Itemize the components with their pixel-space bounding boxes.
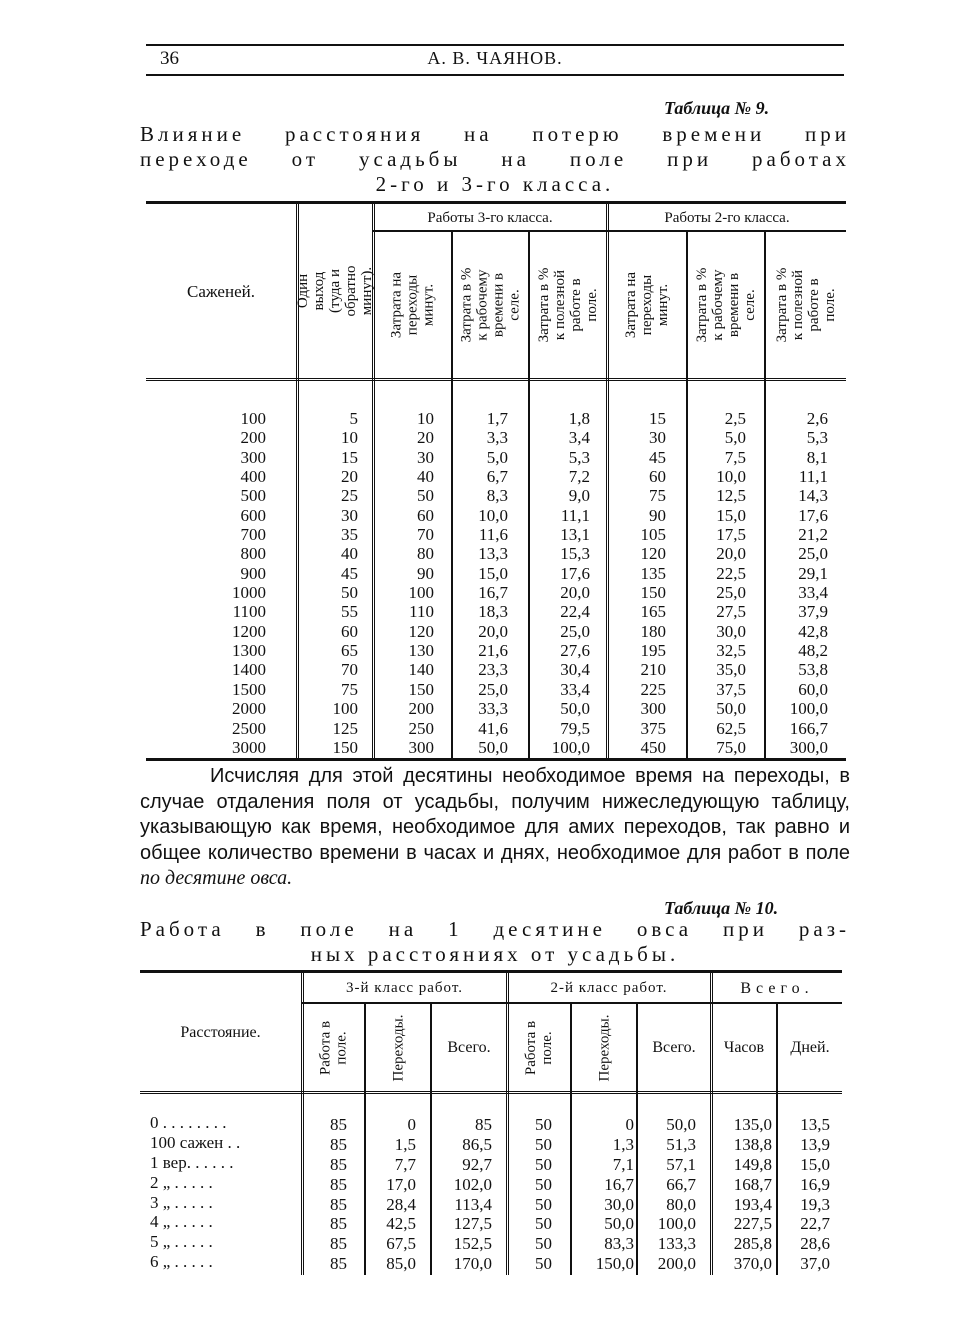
table10-cell: 50	[535, 1214, 552, 1234]
table10-cell: 113,4	[454, 1194, 492, 1214]
table10-cell: 86,5	[462, 1134, 492, 1154]
table9-cell: 6,7	[486, 467, 508, 487]
table9-cell: 33,4	[798, 583, 828, 603]
table9-cell: 8,1	[806, 447, 828, 467]
table9-column-6	[608, 409, 666, 757]
table10-cell: 50	[535, 1115, 552, 1134]
table9-cell: 120	[640, 544, 666, 564]
table10-cell: 85	[330, 1194, 347, 1214]
table10-cell: 1,3	[612, 1134, 634, 1154]
table9-cell: 20,0	[716, 544, 746, 564]
table9-cell: 45	[341, 563, 358, 583]
table9-cell: 25	[341, 486, 358, 506]
table9-cell: 35	[341, 525, 358, 545]
table10-title-line-2: ных расстояниях от усадьбы.	[310, 942, 680, 966]
header-3-minutes: Затрата на переходы минут.	[388, 271, 437, 339]
table9-cell: 30,4	[560, 660, 590, 680]
table10-cell: 51,3	[666, 1134, 696, 1154]
header-3-all: Всего.	[447, 1039, 491, 1056]
table9-cell: 210	[640, 660, 666, 680]
header-2-pct-village: Затрата в % к рабочему времени в селе.	[694, 267, 758, 343]
table10-cell: 50	[535, 1154, 552, 1174]
table9-cell: 30	[341, 505, 358, 525]
table10-cell: 150,0	[595, 1254, 634, 1274]
table9-cell: 5,3	[568, 447, 590, 467]
table9-cell: 5	[349, 409, 358, 428]
table9-cell: 30	[417, 447, 434, 467]
table10-cell: 0	[407, 1115, 416, 1134]
table9-cell: 3,4	[568, 428, 590, 448]
table9-cell: 75	[341, 679, 358, 699]
table9-cell: 10	[341, 428, 358, 448]
table10-column-7	[712, 1115, 772, 1274]
header-3-pct-field: Затрата в % к полезной работе в поле.	[536, 267, 600, 343]
table9-cell: 90	[417, 563, 434, 583]
table9-cell: 125	[332, 718, 358, 738]
table9-cell: 900	[240, 563, 266, 583]
table10-distance-label: 0 . . . . . . . .	[150, 1113, 227, 1132]
table9-cell: 45	[649, 447, 666, 467]
table9-cell: 10,0	[478, 505, 508, 525]
header-distance: Расстояние.	[180, 1023, 261, 1041]
table10-cell: 170,0	[453, 1254, 492, 1274]
header-group-3: Работы 3-го класса.	[427, 209, 553, 226]
table10-cell: 85,0	[386, 1254, 416, 1274]
table9-cell: 100,0	[789, 699, 828, 719]
table9-cell: 2,6	[806, 409, 828, 428]
table9-cell: 8,3	[486, 486, 508, 506]
table9-cell: 25,0	[798, 544, 828, 564]
table9-cell: 21,6	[478, 641, 508, 661]
table9-cell: 11,6	[478, 525, 508, 545]
table9-cell: 7,5	[724, 447, 746, 467]
table9-cell: 700	[240, 525, 266, 545]
table9-cell: 15	[649, 409, 666, 428]
table9-cell: 14,3	[798, 486, 828, 506]
table9-title-line-3: 2-го и 3-го класса.	[375, 172, 615, 196]
table10-distance-label: 3 „ . . . . .	[150, 1192, 213, 1212]
table9-title-line-2: переходе от усадьбы на поле при работах	[140, 147, 850, 171]
table10-cell: 92,7	[462, 1154, 492, 1174]
table9-cell: 20,0	[560, 583, 590, 603]
table9-cell: 5,0	[486, 447, 508, 467]
table10-cell: 193,4	[733, 1194, 772, 1214]
table9-cell: 100	[240, 409, 266, 428]
paragraph-text: Исчисляя для этой десятины необходимое время на переходы, в случае отдаления поля от усадьбы, получим нижеследующую таблицу, указывающую как время, необходимое для амих переходов, так равно и общее количество времени в часах и днях, необходимое для работ в поле	[140, 765, 850, 864]
table10-cell: 67,5	[386, 1234, 416, 1254]
table9-cell: 120	[408, 621, 434, 641]
table10-cell: 50,0	[604, 1214, 634, 1234]
paragraph-emphasis: по десятине овса.	[140, 867, 293, 889]
table9-cell: 70	[417, 525, 434, 545]
table9-cell: 27,6	[560, 641, 590, 661]
table10-cell: 17,0	[386, 1174, 416, 1194]
table9-cell: 300	[640, 699, 666, 719]
table9-cell: 55	[341, 602, 358, 622]
table10-cell: 227,5	[733, 1214, 772, 1234]
table10-cell: 7,7	[394, 1154, 416, 1174]
table10-cell: 22,7	[800, 1214, 830, 1234]
table9-cell: 15,3	[560, 544, 590, 564]
table9-cell: 3000	[232, 737, 266, 757]
table9-cell: 79,5	[560, 718, 590, 738]
table9-cell: 150	[408, 679, 434, 699]
table9-column-8	[766, 409, 828, 757]
table10-cell: 370,0	[733, 1254, 772, 1274]
table10-cell: 28,4	[386, 1194, 416, 1214]
table9-cell: 41,6	[478, 718, 508, 738]
table9-cell: 400	[240, 467, 266, 487]
table9-cell: 15,0	[478, 563, 508, 583]
table9-cell: 140	[408, 660, 434, 680]
table10-cell: 30,0	[604, 1194, 634, 1214]
header-2-trans: Переходы.	[596, 1014, 613, 1081]
table9-cell: 50,0	[560, 699, 590, 719]
table9-cell: 180	[640, 621, 666, 641]
table9-cell: 50,0	[716, 699, 746, 719]
table9-cell: 11,1	[798, 467, 828, 487]
table9-cell: 2500	[232, 718, 266, 738]
table9-cell: 17,6	[798, 505, 828, 525]
table9-cell: 375	[640, 718, 666, 738]
table10-cell: 200,0	[657, 1254, 696, 1274]
header-total: Всего.	[740, 979, 814, 997]
table9-cell: 17,5	[716, 525, 746, 545]
table9-cell: 25,0	[560, 621, 590, 641]
header-class2: 2-й класс работ.	[550, 979, 668, 996]
table10-cell: 85	[330, 1174, 347, 1194]
table10-cell: 85	[330, 1134, 347, 1154]
table9-cell: 150	[640, 583, 666, 603]
header-2-all: Всего.	[652, 1039, 696, 1056]
table9-cell: 225	[640, 679, 666, 699]
header-2-work: Работа в поле.	[523, 1020, 555, 1075]
table10-cell: 50	[535, 1254, 552, 1274]
table9-cell: 25,0	[716, 583, 746, 603]
header-days: Дней.	[790, 1039, 830, 1056]
table9-cell: 80	[417, 544, 434, 564]
page-number: 36	[160, 48, 179, 69]
table10-cell: 100,0	[657, 1214, 696, 1234]
table9-cell: 3,3	[486, 428, 508, 448]
table10-cell: 285,8	[733, 1234, 772, 1254]
table9-cell: 22,5	[716, 563, 746, 583]
table9-cell: 450	[640, 737, 666, 757]
table9-cell: 150	[332, 737, 358, 757]
table10-distance-label: 5 „ . . . . .	[150, 1232, 213, 1252]
table9-cell: 60	[341, 621, 358, 641]
table9-cell: 40	[341, 544, 358, 564]
table9-cell: 1,8	[568, 409, 590, 428]
table9-cell: 600	[240, 505, 266, 525]
table10-cell: 83,3	[604, 1234, 634, 1254]
table9-cell: 2000	[232, 699, 266, 719]
table9-cell: 35,0	[716, 660, 746, 680]
table10-distance-label: 100 сажен . .	[150, 1132, 241, 1152]
table9-column-3	[374, 409, 434, 757]
table10-cell: 15,0	[800, 1154, 830, 1174]
header-one-way: Один выход (туда и обратно минут).	[295, 265, 375, 317]
table9-cell: 135	[640, 563, 666, 583]
table9-cell: 70	[341, 660, 358, 680]
table9-cell: 130	[408, 641, 434, 661]
table9-cell: 65	[341, 641, 358, 661]
header-2-minutes: Затрата на переходы минут.	[623, 271, 671, 339]
header-hours: Часов	[723, 1039, 765, 1056]
table9-cell: 48,2	[798, 641, 828, 661]
running-header	[146, 44, 844, 76]
header-group-2: Работы 2-го класса.	[664, 209, 790, 226]
table10-column-5	[572, 1115, 634, 1274]
table10-cell: 50	[535, 1134, 552, 1154]
table9-column-4	[453, 409, 508, 757]
table9-cell: 50	[341, 583, 358, 603]
table9-cell: 20	[417, 428, 434, 448]
table10-distance-label: 1 вер. . . . . .	[150, 1152, 234, 1172]
table10-column-1	[303, 1115, 347, 1274]
table9-cell: 2,5	[724, 409, 746, 428]
table10-column-4	[508, 1115, 552, 1274]
table9-cell: 15	[341, 447, 358, 467]
table9-cell: 75	[649, 486, 666, 506]
table9-column-7	[688, 409, 746, 757]
table10-cell: 50	[535, 1194, 552, 1214]
header-3-work: Работа в поле.	[317, 1020, 350, 1075]
header-class3: 3-й класс работ.	[345, 979, 464, 996]
table9-cell: 22,4	[560, 602, 590, 622]
header-3-pct-village: Затрата в % к рабочему времени в селе.	[458, 267, 523, 343]
table9-cell: 9,0	[568, 486, 590, 506]
table9-cell: 250	[408, 718, 434, 738]
table10-cell: 16,9	[800, 1174, 830, 1194]
table10-cell: 85	[475, 1115, 492, 1134]
table10-cell: 66,7	[666, 1174, 696, 1194]
table9-cell: 30	[649, 428, 666, 448]
table9-column-5	[530, 409, 590, 757]
table10-cell: 149,8	[733, 1154, 772, 1174]
table9-cell: 30,0	[716, 621, 746, 641]
table10-cell: 138,8	[733, 1134, 772, 1154]
table9-cell: 195	[640, 641, 666, 661]
table9	[146, 201, 846, 761]
table9-cell: 1200	[232, 621, 266, 641]
table9-cell: 5,0	[724, 428, 746, 448]
table9-cell: 37,5	[716, 679, 746, 699]
table9-cell: 100	[332, 699, 358, 719]
table10-cell: 85	[330, 1154, 347, 1174]
table9-cell: 110	[409, 602, 434, 622]
header-3-trans: Переходы.	[390, 1014, 407, 1081]
table10-cell: 42,5	[386, 1214, 416, 1234]
table9-cell: 20	[341, 467, 358, 487]
table10-cell: 127,5	[453, 1214, 492, 1234]
table10-column-6	[638, 1115, 696, 1274]
table9-cell: 60	[417, 505, 434, 525]
table9-cell: 62,5	[716, 718, 746, 738]
table10-cell: 0	[625, 1115, 634, 1134]
table10-cell: 13,9	[800, 1134, 830, 1154]
table9-cell: 60	[649, 467, 666, 487]
table9-cell: 21,2	[798, 525, 828, 545]
table9-cell: 32,5	[716, 641, 746, 661]
table10-cell: 85	[330, 1234, 347, 1254]
table10-cell: 57,1	[666, 1154, 696, 1174]
table9-cell: 29,1	[798, 563, 828, 583]
table9-cell: 42,8	[798, 621, 828, 641]
table9-title	[140, 122, 850, 197]
table10-cell: 50,0	[666, 1115, 696, 1134]
table9-cell: 75,0	[716, 737, 746, 757]
table9-cell: 11,1	[560, 505, 590, 525]
table10-cell: 80,0	[666, 1194, 696, 1214]
table9-cell: 20,0	[478, 621, 508, 641]
table10-label: Таблица № 10.	[664, 898, 779, 918]
table10-cell: 37,0	[800, 1254, 830, 1274]
table9-cell: 1300	[232, 641, 266, 661]
table10-distance-label: 4 „ . . . . .	[150, 1212, 213, 1232]
table9-cell: 200	[408, 699, 434, 719]
table10-cell: 7,1	[612, 1154, 634, 1174]
table10-cell: 19,3	[800, 1194, 830, 1214]
table9-cell: 7,2	[568, 467, 590, 487]
header-2-pct-field: Затрата в % к полезной работе в поле.	[774, 267, 838, 343]
table10-cell: 152,5	[453, 1234, 492, 1254]
table10-column-2	[366, 1115, 416, 1274]
table10-column-8	[778, 1115, 830, 1274]
table10-cell: 13,5	[800, 1115, 830, 1134]
table10-column-3	[432, 1115, 492, 1274]
table9-cell: 1000	[232, 583, 266, 603]
table9-cell: 12,5	[716, 486, 746, 506]
table9-cell: 37,9	[798, 602, 828, 622]
table9-cell: 1400	[232, 660, 266, 680]
table9-cell: 100	[408, 583, 434, 603]
table9-cell: 13,3	[478, 544, 508, 564]
table10-cell: 28,6	[800, 1234, 830, 1254]
table10-title-line-1: Работа в поле на 1 десятине овса при раз-	[140, 917, 850, 941]
table9-cell: 105	[640, 525, 666, 545]
table9-cell: 1,7	[486, 409, 508, 428]
table9-cell: 33,3	[478, 699, 508, 719]
table9-column-1	[186, 409, 266, 757]
table9-cell: 100,0	[551, 737, 590, 757]
table10-cell: 16,7	[604, 1174, 634, 1194]
table9-cell: 33,4	[560, 679, 590, 699]
table10-cell: 50	[535, 1234, 552, 1254]
table10-cell: 1,5	[394, 1134, 416, 1154]
table10-cell: 50	[535, 1174, 552, 1194]
table9-cell: 18,3	[478, 602, 508, 622]
table9-cell: 166,7	[789, 718, 828, 738]
table10-cell: 85	[330, 1254, 347, 1274]
table9-cell: 800	[240, 544, 266, 564]
table9-cell: 300	[240, 447, 266, 467]
table9-cell: 53,8	[798, 660, 828, 680]
table9-cell: 15,0	[716, 505, 746, 525]
table9-cell: 500	[240, 486, 266, 506]
table9-cell: 50,0	[478, 737, 508, 757]
table9-label: Таблица № 9.	[664, 98, 770, 118]
table9-cell: 1500	[232, 679, 266, 699]
table9-cell: 165	[640, 602, 666, 622]
table9-cell: 13,1	[560, 525, 590, 545]
table10-cell: 85	[330, 1214, 347, 1234]
table9-cell: 10,0	[716, 467, 746, 487]
table9-cell: 27,5	[716, 602, 746, 622]
body-paragraph	[140, 764, 850, 892]
table10-cell: 133,3	[657, 1234, 696, 1254]
table10-cell: 85	[330, 1115, 347, 1134]
table9-cell: 23,3	[478, 660, 508, 680]
table10-distances	[150, 1113, 300, 1272]
table10-cell: 168,7	[733, 1174, 772, 1194]
table9-cell: 10	[417, 409, 434, 428]
table9-cell: 300	[408, 737, 434, 757]
table9-cell: 17,6	[560, 563, 590, 583]
table9-cell: 5,3	[806, 428, 828, 448]
table9-cell: 50	[417, 486, 434, 506]
table9-cell: 300,0	[789, 737, 828, 757]
table9-cell: 25,0	[478, 679, 508, 699]
table9-cell: 1100	[232, 602, 266, 622]
table10-distance-label: 6 „ . . . . .	[150, 1252, 213, 1272]
table9-column-2	[298, 409, 358, 757]
table10-distance-label: 2 „ . . . . .	[150, 1172, 213, 1192]
table10-title	[140, 917, 850, 967]
table10-cell: 102,0	[453, 1174, 492, 1194]
table9-cell: 16,7	[478, 583, 508, 603]
table9-cell: 200	[240, 428, 266, 448]
running-header-author: А. В. ЧАЯНОВ.	[427, 48, 563, 68]
table9-cell: 40	[417, 467, 434, 487]
header-sazhen: Саженей.	[187, 281, 255, 301]
table9-title-line-1: Влияние расстояния на потерю времени при	[140, 122, 850, 146]
table10-cell: 135,0	[733, 1115, 772, 1134]
table9-cell: 60,0	[798, 679, 828, 699]
table9-cell: 90	[649, 505, 666, 525]
